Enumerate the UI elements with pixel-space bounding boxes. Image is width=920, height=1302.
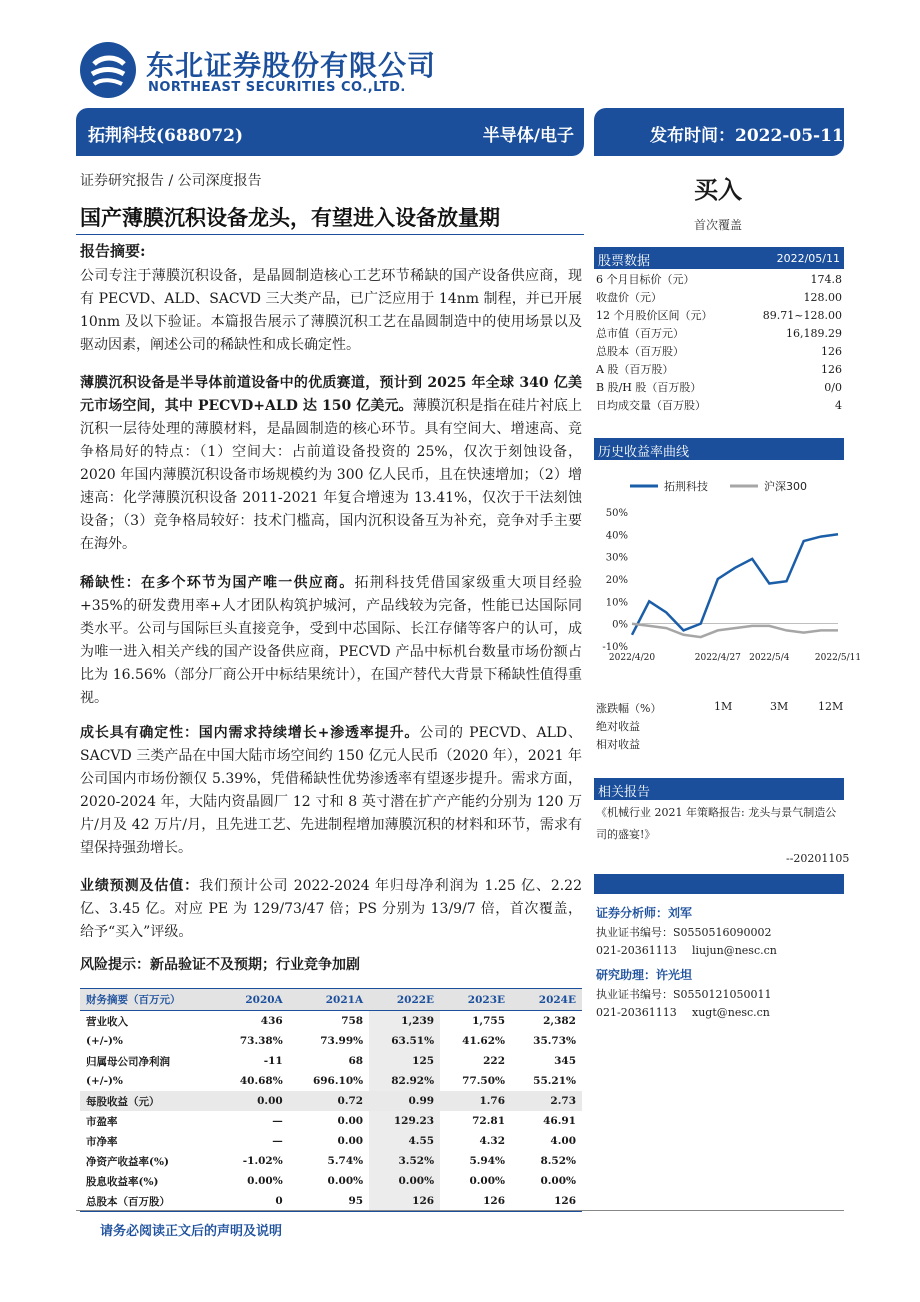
table-cell: 5.94% — [469, 1155, 506, 1167]
table-cell: 0.00% — [540, 1175, 576, 1187]
chart-section-title: 历史收益率曲线 — [598, 445, 690, 460]
x-tick-label: 2022/4/20 — [608, 653, 656, 663]
paragraph-text: 公司的 PECVD、ALD、SACVD 三类产品在中国大陆市场空间约 150 亿元人民币（2020 年），2021 年公司国内市场份额仅 5.39%，凭借稀缺性优势渗透率有望逐步提升。需求方面，2020-2024 年，大陆内资晶圆厂 12 寸和 8 英寸潜在扩产产能约分别为 120 万片/月及 42 万片/月，且先进工艺、先进制程增加薄膜沉积的材料和环节，需求有望保持强劲增长。 — [80, 725, 582, 856]
perf-header-row — [594, 700, 844, 718]
table-row — [80, 1131, 582, 1151]
related-report-link[interactable]: 《机械行业 2021 年策略报告: 龙头与景气制造公司的盛宴!》 — [596, 806, 837, 841]
stock-data-key: 日均成交量（百万股） — [596, 399, 706, 412]
table-row — [80, 1031, 582, 1051]
analyst-1-role: 证券分析师：刘军 — [596, 906, 693, 920]
paragraph-lead: 成长具有确定性：国内需求持续增长+渗透率提升。 — [80, 725, 420, 741]
table-cell: 0.00 — [337, 1135, 364, 1147]
stock-data-key: B 股/H 股（百万股） — [596, 381, 702, 394]
financial-summary-table — [80, 988, 582, 1212]
perf-label: 涨跌幅（%） — [596, 702, 662, 715]
stock-data-date: 2022/05/11 — [776, 252, 840, 265]
table-cell: 1,755 — [472, 1015, 506, 1027]
table-cell: 46.91 — [543, 1115, 576, 1127]
stock-data-value: 0/0 — [824, 381, 842, 394]
y-tick-label: -10% — [602, 642, 628, 653]
table-cell: 0.00 — [337, 1115, 364, 1127]
stock-data-row — [594, 361, 844, 379]
table-cell: 4.55 — [369, 1131, 440, 1151]
stock-data-key: 总市值（百万元） — [596, 327, 684, 340]
table-cell: 758 — [341, 1015, 364, 1027]
stock-data-row — [594, 379, 844, 397]
table-cell: 8.52% — [540, 1155, 576, 1167]
perf-3m: 3M — [770, 700, 789, 713]
y-tick-label: 0% — [612, 619, 628, 631]
stock-data-value: 89.71~128.00 — [762, 309, 842, 322]
stock-name: 拓荆科技(688072) — [88, 126, 244, 146]
table-row — [80, 1171, 582, 1191]
paragraph-intro — [80, 265, 582, 357]
table-cell: 72.81 — [472, 1115, 506, 1127]
table-cell: 68 — [348, 1055, 364, 1067]
stock-data-row — [594, 271, 844, 289]
table-cell: — — [272, 1115, 283, 1127]
related-title: 相关报告 — [598, 785, 651, 800]
analyst-2-role: 研究助理：许光坦 — [596, 968, 693, 982]
perf-12m: 12M — [818, 700, 844, 713]
stock-data-title: 股票数据 — [598, 254, 651, 269]
stock-data-row — [594, 289, 844, 307]
y-tick-label: 10% — [605, 597, 628, 609]
table-cell: 0.00% — [369, 1171, 440, 1191]
stock-banner — [76, 108, 584, 156]
stock-data-value: 126 — [821, 363, 842, 376]
paragraph-text: 我们预计公司 2022-2024 年归母净利润为 1.25 亿、2.22 亿、3.45 亿。对应 PE 为 129/73/47 倍；PS 分别为 13/9/7 倍，首次覆盖，给予“买入”评级。 — [80, 878, 583, 940]
table-header: 2020A — [218, 989, 289, 1011]
analyst-1-phone: 021-20361113 — [596, 944, 677, 957]
table-header-row — [80, 989, 582, 1011]
company-name-cn: 东北证券股份有限公司 — [146, 49, 437, 82]
stock-data-row — [594, 343, 844, 361]
stock-data-value: 126 — [821, 345, 842, 358]
table-cell: 126 — [369, 1191, 440, 1212]
company-logo-icon — [80, 42, 136, 98]
table-row — [80, 1071, 582, 1091]
stock-data-row — [594, 307, 844, 325]
table-cell: 2,382 — [543, 1015, 576, 1027]
x-tick-label: 2022/5/4 — [749, 653, 790, 663]
paragraph-scarcity — [80, 572, 582, 710]
table-row-label: (+/-)% — [86, 1035, 123, 1047]
table-cell: 1.76 — [440, 1091, 511, 1111]
table-cell: 0.00% — [469, 1175, 506, 1187]
paragraph-market — [80, 372, 582, 556]
table-row-label: 市盈率 — [86, 1115, 118, 1128]
table-cell: 0.00% — [327, 1175, 364, 1187]
table-row-label: 归属母公司净利润 — [86, 1055, 170, 1068]
perf-relative: 相对收益 — [596, 738, 640, 751]
analyst-2-phone: 021-20361113 — [596, 1006, 677, 1019]
x-tick-label: 2022/4/27 — [694, 653, 741, 663]
table-cell: -1.02% — [242, 1155, 283, 1167]
publish-date: 发布时间：2022-05-11 — [650, 126, 844, 146]
x-tick-label: 2022/5/11 — [814, 653, 862, 663]
table-cell: 1,239 — [369, 1011, 440, 1032]
table-header: 2024E — [511, 989, 582, 1011]
y-tick-label: 40% — [605, 530, 628, 542]
table-row-label: 市净率 — [86, 1135, 118, 1148]
analyst-1-cert: 执业证书编号：S0550516090002 — [596, 926, 772, 939]
analyst-1-email[interactable]: liujun@nesc.cn — [692, 944, 777, 957]
company-name-en: NORTHEAST SECURITIES CO.,LTD. — [148, 80, 406, 95]
breadcrumb: 证券研究报告 / 公司深度报告 — [80, 173, 262, 189]
risk-warning: 风险提示：新品验证不及预期；行业竞争加剧 — [80, 957, 360, 973]
table-row — [80, 1111, 582, 1131]
table-row-label: 股息收益率(%) — [86, 1175, 159, 1188]
table-row — [80, 1151, 582, 1171]
title-divider — [76, 234, 584, 235]
table-cell: 5.74% — [327, 1155, 364, 1167]
report-title: 国产薄膜沉积设备龙头，有望进入设备放量期 — [80, 205, 500, 230]
table-cell: 0.00 — [218, 1091, 289, 1111]
sector-label: 半导体/电子 — [482, 126, 574, 146]
stock-data-key: 收盘价（元） — [596, 291, 662, 304]
related-header — [594, 778, 844, 800]
table-cell: 0.72 — [289, 1091, 369, 1111]
table-row — [80, 1191, 582, 1212]
analyst-bar — [594, 874, 844, 894]
table-cell: 129.23 — [369, 1111, 440, 1131]
paragraph-growth — [80, 722, 582, 860]
paragraph-text: 拓荆科技凭借国家级重大项目经验+35%的研发费用率+人才团队构筑护城河，产品线较为完备，性能已达国际同类水平。公司与国际巨头直接竞争，受到中芯国际、长江存储等客户的认可，成为唯一进入相关产线的国产设备供应商，PECVD 产品中标机台数量市场份额占比为 16.56%（部分厂商公开中标结果统计），在国产替代大背景下稀缺性值得重视。 — [80, 575, 582, 706]
chart-section-header — [594, 438, 844, 460]
paragraph-lead: 业绩预测及估值： — [80, 878, 200, 894]
table-cell: 35.73% — [533, 1035, 576, 1047]
stock-data-header — [594, 247, 844, 269]
table-cell: 63.51% — [369, 1031, 440, 1051]
table-cell: 126 — [511, 1191, 582, 1212]
stock-data-value: 4 — [835, 399, 842, 412]
stock-data-key: 总股本（百万股） — [596, 345, 684, 358]
paragraph-text: 公司专注于薄膜沉积设备，是晶圆制造核心工艺环节稀缺的国产设备供应商，现有 PECVD、ALD、SACVD 三大类产品，已广泛应用于 14nm 制程，并已开展 10nm 及以下验证。本篇报告展示了薄膜沉积工艺在晶圆制造中的使用场景以及驱动因素，阐述公司的稀缺性和成长确定性。 — [80, 268, 582, 353]
perf-absolute: 绝对收益 — [596, 720, 640, 733]
stock-data-key: 12 个月股价区间（元） — [596, 309, 713, 322]
footer-disclaimer: 请务必阅读正文后的声明及说明 — [100, 1224, 283, 1239]
paragraph-lead: 稀缺性：在多个环节为国产唯一供应商。 — [80, 575, 355, 591]
table-cell: 222 — [483, 1055, 506, 1067]
table-cell: 0 — [218, 1191, 289, 1212]
table-row-label: (+/-)% — [86, 1075, 123, 1087]
table-cell: 40.68% — [239, 1075, 283, 1087]
table-row-label: 总股本（百万股） — [80, 1191, 218, 1212]
publish-banner — [594, 108, 844, 156]
table-cell: 0.99 — [369, 1091, 440, 1111]
y-tick-label: 50% — [605, 508, 628, 519]
table-row — [80, 1051, 582, 1071]
table-header: 财务摘要（百万元） — [80, 989, 218, 1011]
series-line-stock — [632, 534, 838, 635]
table-cell: 126 — [440, 1191, 511, 1212]
stock-data-value: 128.00 — [803, 291, 842, 304]
table-cell: 82.92% — [369, 1071, 440, 1091]
perf-1m: 1M — [714, 700, 733, 713]
table-row-label: 净资产收益率(%) — [86, 1155, 169, 1168]
footer-divider — [76, 1210, 844, 1211]
table-cell: 3.52% — [369, 1151, 440, 1171]
stock-data-row — [594, 397, 844, 415]
legend-label: 拓荆科技 — [664, 480, 708, 493]
paragraph-lead: 薄膜沉积设备是半导体前道设备中的优质赛道，预计到 2025 年全球 340 亿美元市场空间，其中 PECVD+ALD 达 150 亿美元。 — [80, 375, 582, 414]
table-row — [80, 1091, 582, 1111]
rating: 买入 — [694, 175, 742, 204]
table-cell: 73.38% — [239, 1035, 283, 1047]
table-cell: 77.50% — [462, 1075, 506, 1087]
table-row-label: 营业收入 — [86, 1015, 128, 1028]
table-row — [80, 1011, 582, 1032]
summary-heading: 报告摘要: — [80, 242, 146, 260]
analyst-2-cert: 执业证书编号：S0550121050011 — [596, 988, 772, 1001]
stock-data-key: 6 个月目标价（元） — [596, 273, 695, 286]
table-cell: 73.99% — [320, 1035, 364, 1047]
table-header: 2022E — [369, 989, 440, 1011]
table-header: 2023E — [440, 989, 511, 1011]
y-tick-label: 20% — [605, 575, 628, 586]
table-cell: 345 — [554, 1055, 576, 1067]
table-cell: 55.21% — [533, 1075, 576, 1087]
stock-data-key: A 股（百万股） — [596, 363, 674, 376]
stock-data-value: 16,189.29 — [786, 327, 842, 340]
analyst-2-email[interactable]: xugt@nesc.cn — [692, 1006, 770, 1019]
table-cell: 95 — [289, 1191, 369, 1212]
table-cell: — — [272, 1135, 283, 1147]
rating-subtitle: 首次覆盖 — [694, 218, 743, 232]
paragraph-forecast — [80, 875, 582, 944]
table-cell: 2.73 — [511, 1091, 582, 1111]
table-cell: 436 — [260, 1015, 283, 1027]
stock-data-row — [594, 325, 844, 343]
table-cell: 4.00 — [550, 1135, 576, 1147]
table-header: 2021A — [289, 989, 369, 1011]
paragraph-text: 薄膜沉积是指在硅片衬底上沉积一层待处理的薄膜材料，是晶圆制造的核心环节。具有空间大、增速高、竞争格局好的特点：（1）空间大：占前道设备投资的 25%，仅次于刻蚀设备，2020 年国内薄膜沉积设备市场规模约为 300 亿人民币，且在快速增加；（2）增速高：化学薄膜沉积设备 2011-2021 年复合增速为 13.41%，仅次于干法刻蚀设备；（3）竞争格局较好：技术门槛高，国内沉积设备互为补充，竞争对手主要在海外。 — [80, 398, 583, 552]
table-cell: 696.10% — [312, 1075, 364, 1087]
table-cell: -11 — [263, 1055, 283, 1067]
stock-data-value: 174.8 — [810, 273, 842, 286]
table-cell: 125 — [369, 1051, 440, 1071]
table-cell: 4.32 — [479, 1135, 506, 1147]
legend-label: 沪深300 — [764, 480, 807, 493]
y-tick-label: 30% — [605, 552, 628, 564]
related-report-date: --20201105 — [786, 852, 850, 865]
return-chart — [594, 470, 862, 670]
table-row-label: 每股收益（元） — [80, 1091, 218, 1111]
table-cell: 41.62% — [462, 1035, 506, 1047]
series-line-index — [632, 624, 838, 637]
table-cell: 0.00% — [247, 1175, 283, 1187]
